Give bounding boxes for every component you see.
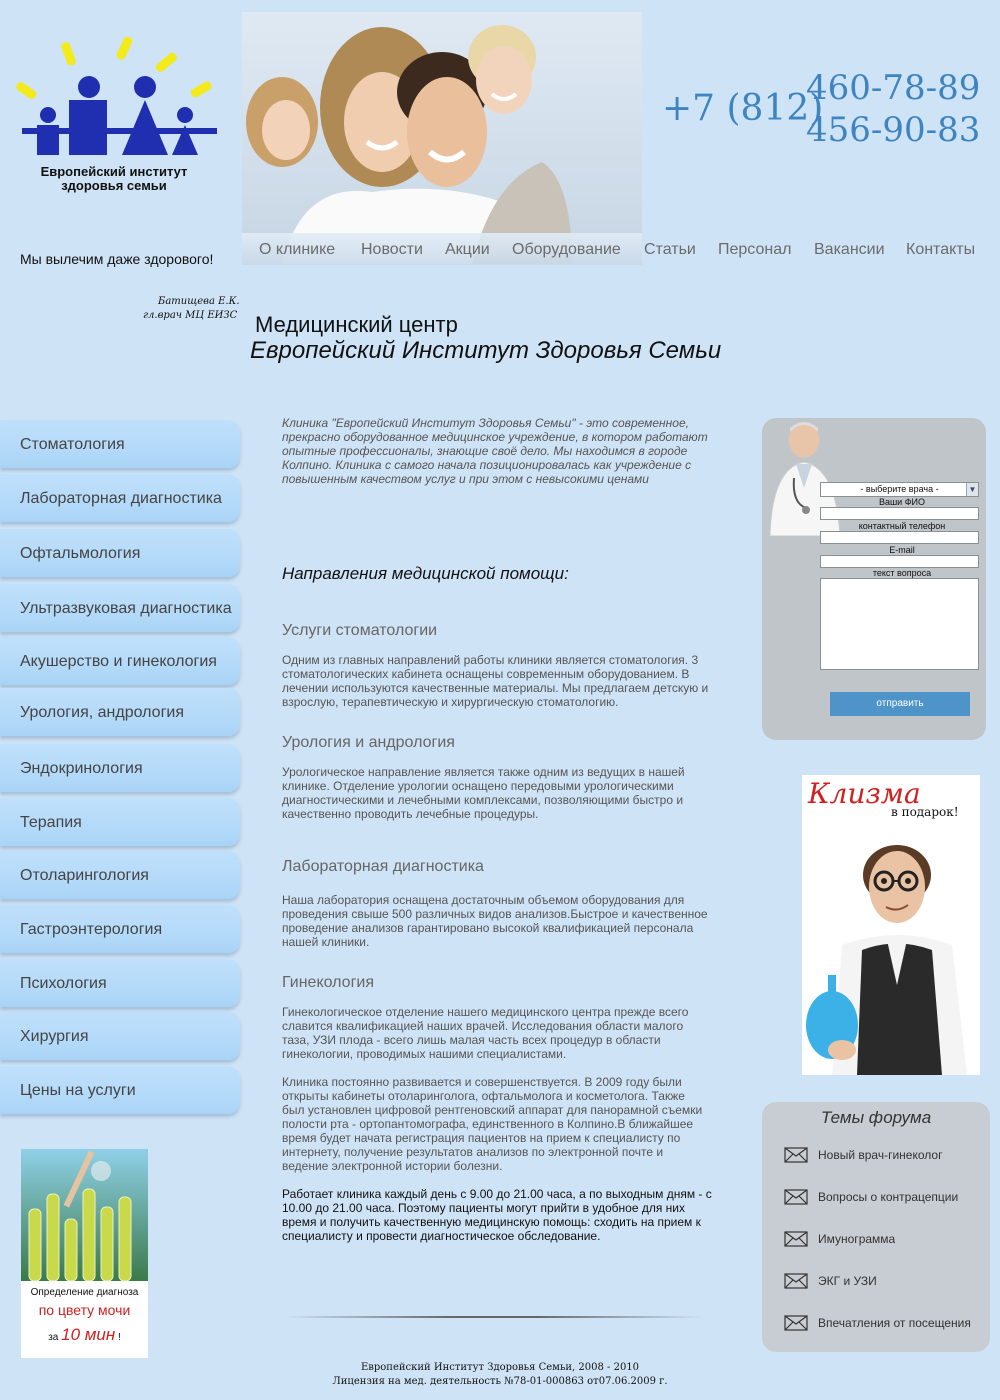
sidebar-item-label: Эндокринология — [20, 760, 143, 777]
directions-heading: Направления медицинской помощи: — [282, 564, 569, 583]
sidebar-item-label: Лабораторная диагностика — [20, 490, 222, 507]
intro-text: Клиника "Европейский Институт Здоровья Семьи" - это современное, прекрасно оборудованное медицинское учреждение, в котором работают опытные профессионалы, знающие своё дело. Мы находимся в городе Колпино. Клиника с самого начала позиционировалась как учреждение с повышенным качеством услуг и при этом с невысокими ценами — [282, 416, 708, 486]
sidebar-item-ophthalmology[interactable] — [0, 529, 240, 577]
ad-subtitle: в подарок! — [891, 805, 959, 819]
nav-articles[interactable]: Статьи — [644, 241, 696, 258]
phone-code: +7 (812) — [662, 88, 824, 129]
ad-line-3-prefix: за — [48, 1332, 59, 1343]
footer-license: Лицензия на мед. деятельность №78-01-000863 от07.06.2009 г. — [332, 1376, 668, 1387]
submit-button[interactable]: отправить — [830, 692, 970, 716]
phone-label: контактный телефон — [858, 521, 946, 531]
sidebar-item-label: Цены на услуги — [20, 1082, 136, 1099]
sidebar-item-label: Гастроэнтерология — [20, 921, 163, 938]
doctor-role: гл.врач МЦ ЕИЗС — [143, 310, 238, 321]
footer-copyright: Европейский Институт Здоровья Семьи, 2008 - 2010 — [360, 1362, 640, 1373]
forum-topic-label: Вопросы о контрацепции — [818, 1190, 959, 1204]
name-label: Ваши ФИО — [878, 497, 926, 507]
sidebar-item-label: Урология, андрология — [20, 704, 184, 721]
content-divider — [284, 1316, 704, 1318]
envelope-icon — [784, 1315, 808, 1331]
forum-topic-label: Впечатления от посещения — [818, 1316, 971, 1330]
forum-topic-label: ЭКГ и УЗИ — [818, 1274, 877, 1288]
ad-line-2: по цвету мочи — [38, 1302, 131, 1318]
sidebar-item-otolaryngology[interactable] — [0, 851, 240, 899]
sidebar-item-label: Отоларингология — [20, 867, 149, 884]
doctor-select[interactable] — [820, 482, 979, 497]
sidebar-item-urology[interactable] — [0, 688, 240, 736]
working-hours-text: Работает клиника каждый день с 9.00 до 21.00 часа, а по выходным дням - с 10.00 до 21.00 часа. Поэтому пациенты могут прийти в удобное для них время и получить качественную медицинскую помощь: сходить на прием к специалисту и провести диагностическое обследование. — [282, 1187, 712, 1243]
sidebar-item-stomatology[interactable] — [0, 420, 240, 468]
section-body-lab: Наша лаборатория оснащена достаточным объемом оборудования для проведения свыше 500 различных видов анализов.Быстрое и качественное проведение анализов гарантировано высокой квалификацией персонала нашей клиники. — [282, 893, 708, 949]
envelope-icon — [784, 1273, 808, 1289]
header-family-photo — [242, 12, 642, 264]
section-title-stomatology: Услуги стоматологии — [282, 622, 438, 639]
nav-contacts[interactable]: Контакты — [906, 241, 976, 258]
ad-line-3-suffix: ! — [118, 1332, 121, 1343]
sidebar-item-label: Терапия — [20, 814, 82, 831]
forum-topics-panel — [762, 1102, 990, 1352]
doctor-select-value: - выберите врача - — [860, 484, 939, 494]
development-text: Клиника постоянно развивается и совершенствуется. В 2009 году были открыты кабинеты отоларинголога, офтальмолога и косметолога. Также был установлен цифровой рентгеновский аппарат для панорамной съемки полости рта - ортопантомографа, единственного в Колпино.В ближайшее время будет начата регистрация пациентов на прием к специалисту по интернету, получение результатов анализов по электронной почте и ведение электронной истории болезни. — [282, 1075, 703, 1173]
nav-promotions[interactable]: Акции — [445, 241, 490, 258]
section-body-stomatology: Одним из главных направлений работы клиники является стоматология. 3 стоматологических кабинета оснащены современным оборудованием. В лечении используются качественные материалы. Мы предлагаем детскую и взрослую, терапевтическую и хирургическую стоматологию. — [282, 653, 709, 709]
envelope-icon — [784, 1147, 808, 1163]
nav-about[interactable]: О клинике — [259, 241, 336, 258]
sidebar-item-prices[interactable] — [0, 1066, 240, 1114]
section-title-gynecology: Гинекология — [282, 974, 375, 991]
ad-title: Клизма — [808, 777, 921, 810]
man-with-enema-image — [802, 825, 980, 1075]
section-title-lab: Лабораторная диагностика — [282, 858, 484, 875]
sidebar-item-label: Психология — [20, 975, 107, 992]
name-field[interactable] — [820, 507, 979, 520]
sidebar-item-label: Хирургия — [20, 1028, 89, 1045]
sidebar-item-label: Стоматология — [20, 436, 125, 453]
ad-line-3 — [21, 1325, 148, 1345]
sidebar-item-endocrinology[interactable] — [0, 744, 240, 792]
nav-equipment[interactable]: Оборудование — [512, 241, 621, 258]
sidebar-item-therapy[interactable] — [0, 798, 240, 846]
sidebar-item-lab-diagnostics[interactable] — [0, 474, 240, 522]
section-title-urology: Урология и андрология — [282, 734, 455, 751]
chevron-down-icon[interactable]: ▼ — [966, 483, 978, 496]
ad-line-1: Определение диагноза — [30, 1287, 139, 1298]
email-label: E-mail — [889, 545, 915, 555]
page-title: Медицинский центр — [255, 312, 458, 337]
logo-text: Европейский институт здоровья семьи — [40, 164, 188, 193]
question-label: текст вопроса — [872, 568, 932, 578]
phone-number-1[interactable]: 460-78-89 — [806, 68, 981, 108]
envelope-icon — [784, 1231, 808, 1247]
sidebar-item-label: Акушерство и гинекология — [20, 653, 217, 670]
test-tubes-image — [21, 1149, 148, 1281]
forum-topic-label: Новый врач-гинеколог — [818, 1148, 943, 1162]
nav-news[interactable]: Новости — [361, 241, 423, 258]
envelope-icon — [784, 1189, 808, 1205]
section-body-gynecology: Гинекологическое отделение нашего медицинского центра прежде всего славится квалификацией наших врачей. Исследования области малого таза, УЗИ плода - всего лишь малая часть всех процедур в области гинекологии, проводимых нашими специалистами. — [282, 1005, 689, 1061]
doctor-name: Батищева Е.К. — [158, 296, 240, 307]
nav-staff[interactable]: Персонал — [718, 241, 792, 258]
sidebar-item-ultrasound[interactable] — [0, 584, 240, 632]
ad-line-3-value: 10 мин — [61, 1325, 116, 1344]
ask-doctor-form — [762, 418, 986, 740]
sidebar-item-gynecology[interactable] — [0, 637, 240, 685]
forum-title: Темы форума — [820, 1108, 932, 1127]
sidebar-item-label: Офтальмология — [20, 545, 141, 562]
email-field[interactable] — [820, 555, 979, 568]
urine-test-ad[interactable] — [21, 1149, 148, 1358]
forum-topic-label: Имунограмма — [818, 1232, 896, 1246]
sidebar-item-gastroenterology[interactable] — [0, 905, 240, 953]
enema-gift-ad[interactable] — [802, 775, 980, 1075]
sidebar-item-surgery[interactable] — [0, 1012, 240, 1060]
slogan: Мы вылечим даже здорового! — [20, 251, 214, 267]
section-body-urology: Урологическое направление является также одним из ведущих в нашей клинике. Отделение урологии оснащено передовыми урологическими диагностическими и лечебными комплексами, позволяющими быстро и качественно проводить лечебные процедуры. — [282, 765, 685, 821]
phone-field[interactable] — [820, 531, 979, 544]
sidebar-item-psychology[interactable] — [0, 959, 240, 1007]
nav-vacancies[interactable]: Вакансии — [814, 241, 885, 258]
page-subtitle: Европейский Институт Здоровья Семьи — [250, 337, 722, 364]
question-textarea[interactable] — [820, 578, 979, 670]
phone-number-2[interactable]: 456-90-83 — [806, 110, 981, 150]
sidebar-item-label: Ультразвуковая диагностика — [20, 600, 232, 617]
